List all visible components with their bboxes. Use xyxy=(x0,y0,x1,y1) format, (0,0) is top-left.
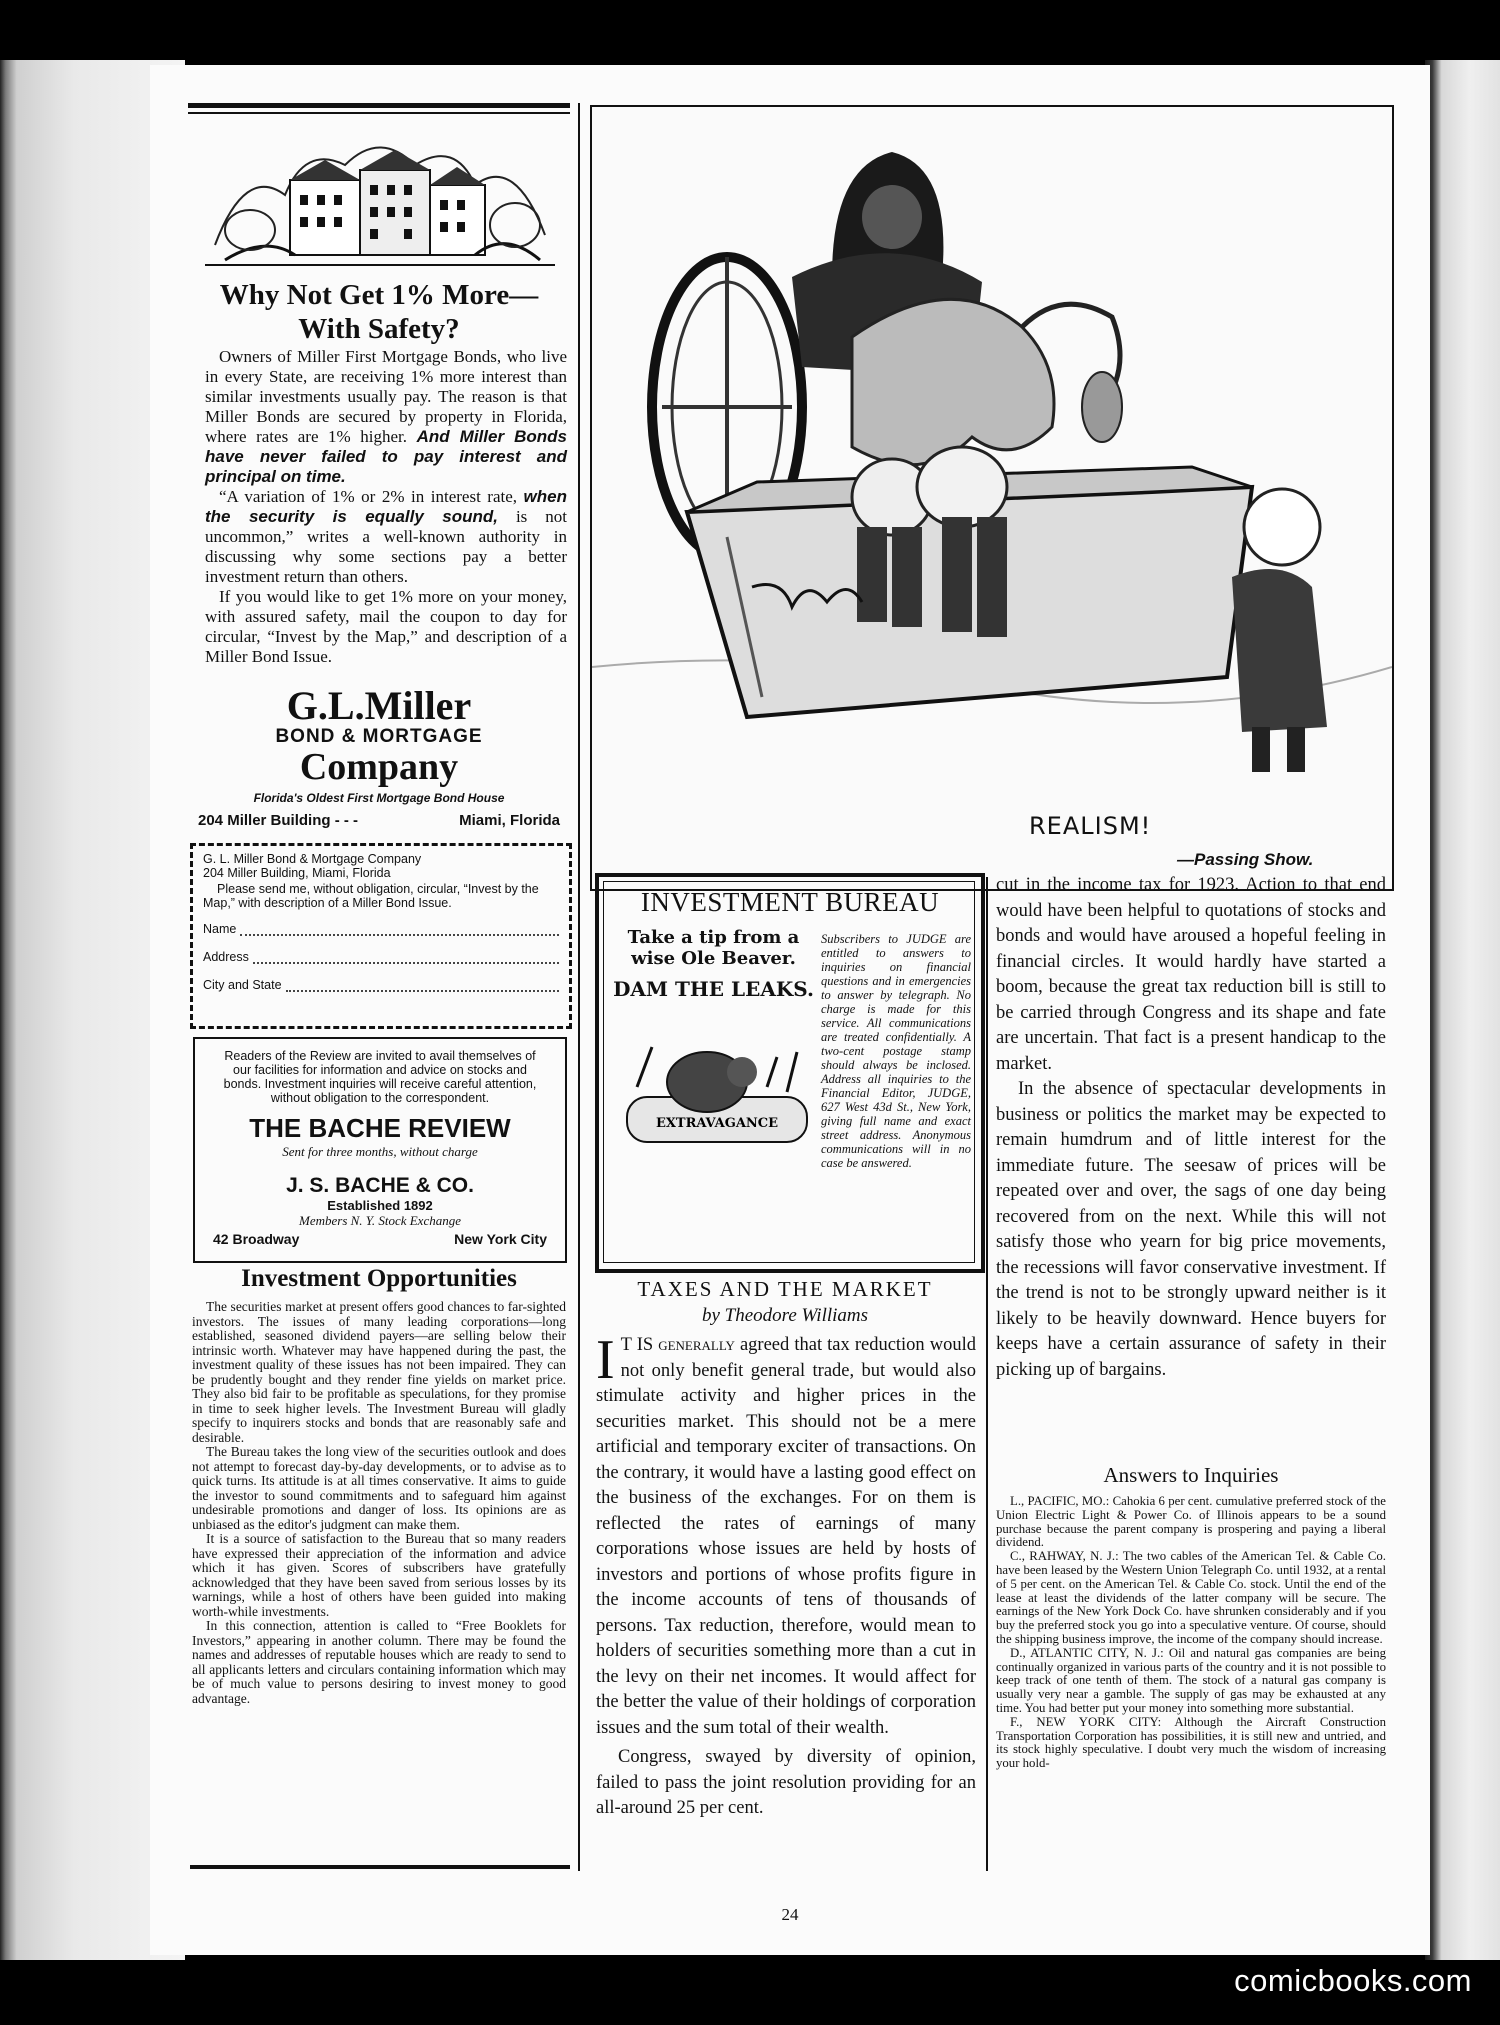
answer-item: L., PACIFIC, MO.: Cahokia 6 per cent. cumulative preferred stock of the Union Electric Light & Power Co. of Illinois appears to be a sound purchase because the parent company is prospering and paying a liberal dividend. xyxy=(996,1494,1386,1550)
bache-firm: J. S. BACHE & CO. xyxy=(286,1174,474,1197)
magazine-page xyxy=(150,65,1430,1955)
opportunities-heading: Investment Opportunities xyxy=(241,1265,517,1292)
building-illustration xyxy=(205,125,555,275)
miller-headline xyxy=(188,278,570,346)
coupon-line2: 204 Miller Building, Miami, Florida xyxy=(203,866,391,880)
opportunities-body: The securities market at present offers good chances to far-sighted investors. The issues of many leading corporations—long established, seasoned dividend payers—are selling below their intrinsic worth. Whatever may have happened during the past, the investment quality of these issues has not been impaired. They can be prudently bought and they render fine yields on market price. They also bid fair to be profitable as speculations, for they promise in time to seek higher levels. The Investment Bureau will gladly specify to inquirers stocks and bonds that are reasonably safe and desirable. The Bureau takes the long view of the securities outlook and does not attempt to forecast day-by-day developments, or to advise as to quick turns. Its attitude is at all times conservative. It aims to guide the investor to sound commitments and to safeguard him against undesirable promotions and danger of loss. Its opinions are as unbiased as the editor's judgment can make them. It is a source of satisfaction to the Bureau that so many readers have expressed their appreciation of the information and advice which it has given. Scores of subscribers have gratefully acknowledged that they have been saved from serious losses by its warnings, while a host of others have been guided into making worth-while investments. In this connection, attention is called to “Free Booklets for Investors,” appearing in another column. There may be found the names and addresses of reputable houses which are ready to send to all applicants letters and circulars containing information which may be of much value to persons desiring to invest money to good advantage. xyxy=(192,1299,566,1706)
answers-list xyxy=(996,1495,1386,1771)
cartoon-frame xyxy=(590,105,1394,891)
coupon-line1: G. L. Miller Bond & Mortgage Company xyxy=(203,852,422,866)
answer-item: D., ATLANTIC CITY, N. J.: Oil and natural gas companies are being continually organized in various parts of the country and it is not possible to keep track of one tenth of them. The stock of a natural gas company is usually very near a gamble. The supply of gas may be exhausted at any time. You had better put your money into something more substantial. xyxy=(996,1645,1386,1715)
book-right-edge xyxy=(1425,60,1500,1960)
coupon-city-field[interactable]: City and State xyxy=(203,978,559,992)
bache-ad: Readers of the Review are invited to avail themselves of our facilities for information and advice on stocks and bonds. Investment inquiries will receive careful attention, without obligation to the correspondent. THE BACHE REVIEW Sent for three months, without charge J. S. BACHE & CO. Established 1892 Members N. Y. Stock Exchange 42 Broadway New York City xyxy=(193,1037,567,1263)
cartoon-caption: REALISM! xyxy=(1029,812,1152,840)
bureau-notice: Subscribers to JUDGE are entitled to answers to inquiries on financial questions and in emergencies to answer by telegraph. No charge is made for this service. All communications are treated confidentially. A two-cent postage stamp should always be inclosed. Address all inquiries to the Financial Editor, JUDGE, 627 West 43d St., New York, giving full name and exact street address. Anonymous communications will in no case be answered. xyxy=(821,932,971,1170)
miller-company-logo: G.L.Miller BOND & MORTGAGE Company Florida's Oldest First Mortgage Bond House xyxy=(188,685,570,805)
answers-heading: Answers to Inquiries xyxy=(1103,1463,1279,1487)
article-column-1: I T IS generally agreed that tax reduction would not only benefit general trade, but would also stimulate activity and higher prices in the securities market. This should not be a mere artificial and temporary exciter of transactions. On the contrary, it would have a lasting good effect on the business of the exchanges. For on them is reflected the rates of earnings of many corporations whose issues are held by hosts of investors and portions of whose profits figure in the income accounts of tens of thousands of persons. Tax reduction, therefore, would mean to holders of securities something more than a cut in the levy on their net incomes. It would affect for the better the value of their holdings of corporation issues and the sum total of their wealth. Congress, swayed by diversity of opinion, failed to pass the joint resolution providing for an all-around 25 per cent. xyxy=(596,1329,977,1818)
bottom-rule-left xyxy=(190,1865,570,1869)
investment-bureau-box xyxy=(595,873,985,1273)
miller-emphasis: And Miller Bonds have never failed to pay interest and principal on time. xyxy=(205,427,567,486)
beaver-illustration xyxy=(617,1027,817,1157)
top-rule-thin xyxy=(188,112,570,114)
watermark: comicbooks.com xyxy=(1234,1963,1472,1998)
article-column-2: cut in the income tax for 1923. Action to that end would have been helpful to quotations of stocks and bonds and would have aroused a hopeful feeling in financial circles. It would hardly have started a boom, because the great tax reduction bill is still to be carried through Congress and its shape and fate are uncertain. That fact is a present handicap to the market. In the absence of spectacular developments in business or politics the market may be expected to remain humdrum and of little interest for the immediate future. The seesaw of prices will be repeated over and over, the sags of one day being recovered from on the next. While this will not satisfy those who yearn for big price movements, the recessions will favor conservative investment. If the trend is not to be strongly upward neither is it likely to be heavily downward. Hence buyers for keeps have a certain assurance of safety in their picking up of bargains. xyxy=(996,875,1386,1380)
bache-intro: Readers of the Review are invited to avail themselves of our facilities for information and advice on stocks and bonds. Investment inquiries will receive careful attention, without obligation to the correspondent. xyxy=(223,1049,537,1105)
article-title: TAXES AND THE MARKET xyxy=(637,1277,933,1301)
miller-tagline: Florida's Oldest First Mortgage Bond House xyxy=(253,791,505,805)
bureau-title: INVESTMENT BUREAU xyxy=(640,887,940,917)
answer-item: F., NEW YORK CITY: Although the Aircraft Construction Transportation Corporation has possibilities, it is still new and untried, and its stock highly speculative. I doubt very much the wisdom of increasing your hold- xyxy=(996,1714,1387,1771)
miller-body: Owners of Miller First Mortgage Bonds, who live in every State, are receiving 1% more interest than similar investments usually pay. The reason is that Miller Bonds are secured by property in Florida, where rates are 1% higher. And Miller Bonds have never failed to pay interest and principal on time. “A variation of 1% or 2% in interest rate, when the security is equally sound, is not uncommon,” writes a well-known authority in discussing why some sections pay a better investment return than others. If you would like to get 1% more on your money, with assured safety, mail the coupon to day for circular, “Invest by the Map,” and description of a Miller Bond Issue. xyxy=(205,347,567,666)
coupon-body: Please send me, without obligation, circular, “Invest by the Map,” with description of a Miller Bond Issue. xyxy=(203,882,539,910)
bache-sub: Sent for three months, without charge xyxy=(282,1144,478,1159)
bureau-slogan: Take a tip from a wise Ole Beaver. DAM THE LEAKS. xyxy=(613,927,814,1001)
bache-address: 42 Broadway New York City xyxy=(213,1231,547,1247)
miller-address: 204 Miller Building - - - Miami, Florida xyxy=(198,812,560,829)
miller-headline-line1: Why Not Get 1% More— xyxy=(219,279,539,311)
top-rule xyxy=(188,103,570,108)
article-dropcap: I xyxy=(596,1329,615,1391)
coupon-name-field[interactable]: Name xyxy=(203,922,559,936)
article-byline: by Theodore Williams xyxy=(701,1305,869,1326)
bache-title: THE BACHE REVIEW xyxy=(249,1113,511,1143)
beaver-sign: EXTRAVAGANCE xyxy=(655,1116,779,1131)
article-column-divider xyxy=(986,877,988,1871)
answer-item: C., RAHWAY, N. J.: The two cables of the American Tel. & Cable Co. have been leased by the Western Union Telegraph Co. until 1932, at a rental of 5 per cent. on the American Tel. & Cable Co. stock. Until the end of the lease at least the dividends of the latter company will be secure. The earnings of the New York Dock Co. have shrunken considerably and if you buy the preferred stock you go into a speculative venture. Of course, should the shipping business improve, the income of the company should increase. xyxy=(996,1549,1386,1646)
cartoon-credit: —Passing Show. xyxy=(1177,850,1314,869)
page-number: 24 xyxy=(781,1905,799,1924)
miller-headline-line2: With Safety? xyxy=(298,313,460,345)
cartoon-illustration xyxy=(592,107,1392,889)
coupon-address-field[interactable]: Address xyxy=(203,950,559,964)
column-divider xyxy=(578,103,580,1871)
miller-coupon[interactable] xyxy=(190,843,572,1029)
